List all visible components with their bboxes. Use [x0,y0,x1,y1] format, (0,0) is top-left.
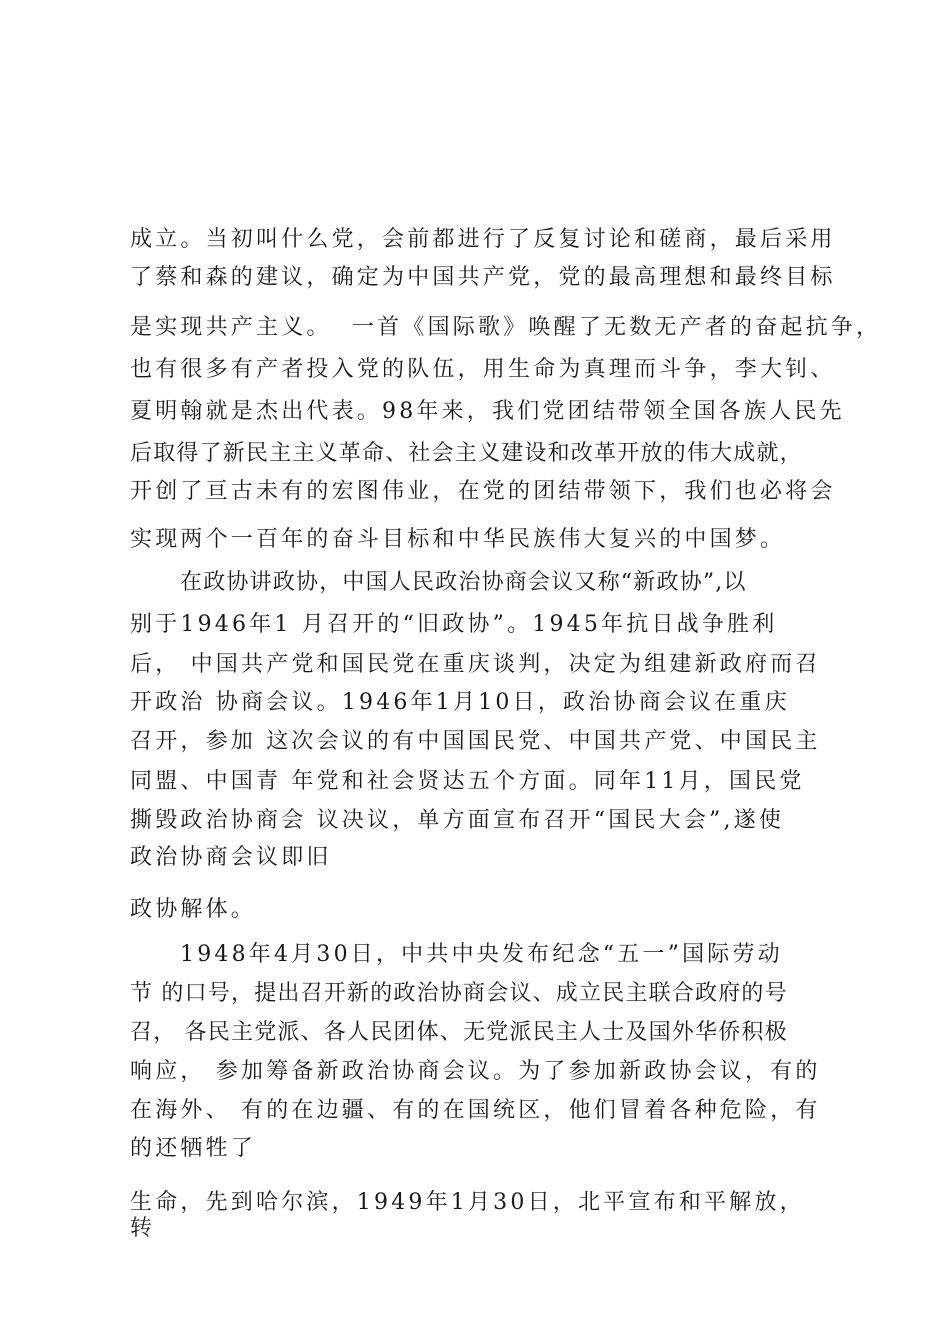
text-line: 撕毁政治协商会 议决议，单方面宣布召开“国民大会”,遂使 [130,808,785,833]
text-line: 生命，先到哈尔滨，1949年1月30日，北平宣布和平解放， [130,1190,805,1215]
text-line: 转 [130,1216,156,1241]
text-line: 夏明翰就是杰出代表。98年来，我们党团结带领全国各族人民先 [130,399,845,424]
text-line: 在海外、 有的在边疆、有的在国统区，他们冒着各种危险，有 [130,1098,821,1123]
text-line: 后取得了新民主主义革命、社会主义建设和改革开放的伟大成就， [130,441,803,466]
text-line: 后， 中国共产党和国民党在重庆谈判，决定为组建新政府而召 [130,652,821,677]
text-line: 是实现共产主义。 一首《国际歌》唤醒了无数无产者的奋起抗争， [130,315,882,340]
text-line: 响应， 参加筹备新政治协商会议。为了参加新政协会议，有的 [130,1059,821,1084]
text-line: 也有很多有产者投入党的队伍，用生命为真理而斗争，李大钊、 [130,357,836,382]
text-line: 别于1946年1 月召开的“旧政协”。1945年抗日战争胜利 [130,612,778,637]
text-line: 节 的口号，提出召开新的政治协商会议、成立民主联合政府的号 [130,981,788,1006]
text-line: 开创了亘古未有的宏图伟业，在党的团结带领下，我们也必将会 [130,479,836,504]
paragraph-first-line: 在政协讲政协，中国人民政治协商会议又称“新政协”,以 [180,570,747,595]
text-line: 了蔡和森的建议，确定为中国共产党，党的最高理想和最终目标 [130,265,836,290]
text-line: 成立。当初叫什么党，会前都进行了反复讨论和磋商，最后采用 [130,227,836,252]
paragraph-first-line: 1948年4月30日，中共中央发布纪念“五一”国际劳动 [180,942,783,967]
text-line: 同盟、中国青 年党和社会贤达五个方面。同年11月，国民党 [130,769,805,794]
text-line: 的还牺牲了 [130,1136,257,1161]
text-line: 召开，参加 这次会议的有中国国民党、中国共产党、中国民主 [130,729,821,754]
text-line: 政治协商会议即旧 [130,845,332,870]
text-line: 开政治 协商会议。1946年1月10日，政治协商会议在重庆 [130,690,790,715]
text-line: 召， 各民主党派、各人民团体、无党派民主人士及国外华侨积极 [130,1020,788,1045]
text-line: 实现两个一百年的奋斗目标和中华民族伟大复兴的中国梦。 [130,527,786,552]
text-line: 政协解体。 [130,897,257,922]
